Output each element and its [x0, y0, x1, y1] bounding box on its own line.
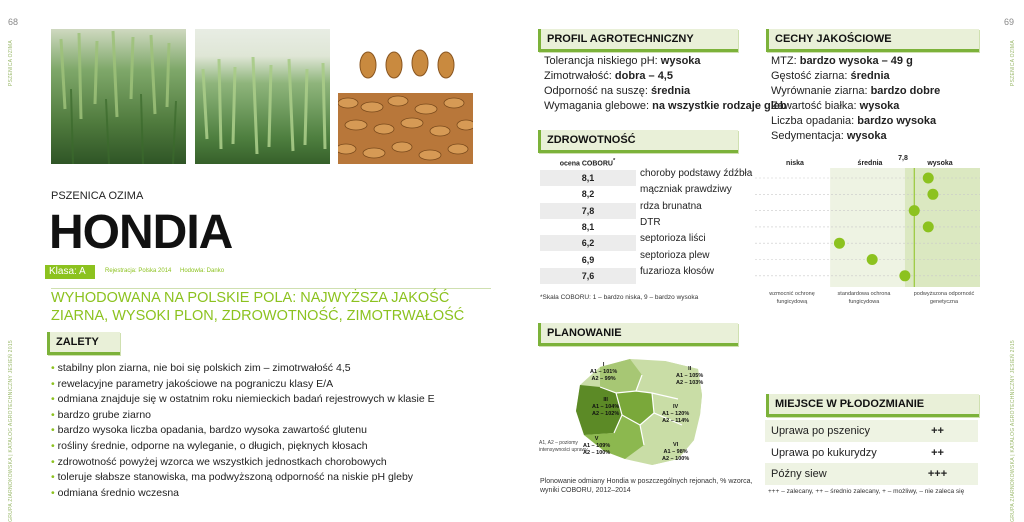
- miejsce-header: MIEJSCE W PŁODOZMIANIE: [766, 394, 979, 417]
- cechy-line-value: bardzo wysoka: [857, 115, 937, 127]
- map-region-text: A2 – 102%: [592, 411, 620, 417]
- zalety-item: [51, 407, 151, 423]
- cechy-line-key: Wyrównanie ziarna:: [771, 85, 871, 97]
- page-number-right: 69: [1004, 17, 1015, 27]
- planowanie-header: PLANOWANIE: [538, 323, 738, 346]
- map-region-text: V: [594, 436, 599, 442]
- disease-label: septorioza liści: [640, 233, 706, 245]
- zalety-item: [51, 391, 435, 407]
- bullet-icon: •: [51, 440, 55, 452]
- crop-rotation-label: Uprawa po pszenicy: [771, 425, 871, 437]
- map-region-text: A2 – 99%: [591, 376, 616, 382]
- map-region-text: IV: [673, 404, 679, 410]
- scale-head-high: wysoka: [927, 160, 953, 167]
- crop-rotation-row: [765, 442, 978, 464]
- coboru-footnote: *Skala COBORU: 1 – bardzo niska, 9 – bardzo wysoka: [540, 294, 699, 301]
- cechy-header: CECHY JAKOŚCIOWE: [766, 29, 979, 52]
- breeder-text: Hodowla: Danko: [180, 268, 225, 274]
- zalety-item-text: bardzo wysoka liczba opadania, bardzo wysoka zawartość glutenu: [57, 424, 367, 437]
- zone-high-caption: podwyższona odporność genetyczna: [913, 291, 975, 305]
- zalety-item: [51, 438, 368, 454]
- wheat-field-photo-2: [195, 29, 330, 164]
- health-data-point: [899, 270, 910, 281]
- health-data-point: [867, 254, 878, 265]
- map-region-label: [662, 404, 689, 425]
- wheat-field-photo-1: [51, 29, 186, 164]
- zalety-item: [51, 360, 351, 376]
- profil-line: [544, 98, 787, 114]
- map-region-text: A2 – 100%: [662, 456, 690, 462]
- map-region-text: A2 – 100%: [583, 450, 611, 456]
- map-region-label: [592, 397, 619, 418]
- zalety-item: [51, 454, 387, 470]
- cechy-line-key: Sedymentacja:: [771, 130, 847, 142]
- disease-label: fuzarioza kłosów: [640, 265, 714, 277]
- disease-label: rdza brunatna: [640, 200, 702, 212]
- crop-rotation-row: [765, 420, 978, 442]
- bullet-icon: •: [51, 377, 55, 390]
- cechy-line: [771, 53, 913, 69]
- margin-text-bottom-left: GRUPA ZIARNOKOWSKA | KATALOG AGROTECHNICZNY JESIEŃ 2015: [8, 340, 14, 522]
- crop-rotation-legend: +++ – zalecany, ++ – średnio zalecany, + – możliwy, – nie zaleca się: [768, 488, 965, 495]
- zalety-item-text: rośliny średnie, odporne na wyleganie, o długich, pięknych kłosach: [57, 440, 368, 452]
- profil-line-key: Zimotrwałość:: [544, 70, 615, 82]
- headline-line-2: ZIARNA, WYSOKI PLON, ZDROWOTNOŚĆ, ZIMOTRWAŁOŚĆ: [51, 308, 465, 324]
- zalety-item-text: zdrowotność powyżej wzorca we wszystkich jednostkach chorobowych: [57, 455, 387, 468]
- zalety-item: [51, 376, 333, 392]
- profil-line-key: Tolerancja niskiego pH:: [544, 55, 661, 67]
- profil-header: PROFIL AGROTECHNICZNY: [538, 29, 738, 52]
- bullet-icon: •: [51, 362, 55, 374]
- zalety-item-text: stabilny plon ziarna, nie boi się polskich zim – zimotrwałość 4,5: [57, 362, 351, 374]
- coboru-column-header: ocena COBORU*: [559, 158, 616, 168]
- cechy-line: [771, 83, 940, 99]
- health-data-point: [923, 173, 934, 184]
- cechy-line-value: wysoka: [859, 100, 900, 112]
- map-region-text: A1 – 109%: [583, 443, 611, 449]
- zone-high-band: [905, 168, 980, 287]
- bullet-icon: •: [51, 486, 55, 499]
- cechy-line-key: MTZ:: [771, 55, 800, 67]
- bullet-icon: •: [51, 471, 55, 484]
- profil-line: [544, 83, 690, 99]
- disease-label: septorioza plew: [640, 249, 710, 261]
- map-region-text: A1 – 104%: [592, 404, 620, 410]
- crop-rotation-label: Uprawa po kukurydzy: [771, 446, 877, 459]
- zone-low-caption: wzmocnić ochronę fungicydową: [769, 291, 815, 305]
- class-badge: Klasa: A: [45, 265, 95, 279]
- zone-mid-caption: standardowa ochrona fungicydowa: [837, 291, 891, 305]
- zdrowotnosc-header: ZDROWOTNOŚĆ: [538, 130, 738, 153]
- registration-text: Rejestracja: Polska 2014: [105, 268, 172, 274]
- coboru-score: 7,8: [540, 203, 636, 219]
- disease-label: choroby podstawy źdźbła: [640, 168, 753, 179]
- crop-rotation-rating: ++: [931, 446, 944, 459]
- zalety-item-text: rewelacyjne parametry jakościowe na pograniczu klasy E/A: [57, 377, 334, 390]
- coboru-score: 6,2: [540, 235, 636, 251]
- zone-mid-band: [830, 168, 905, 287]
- profil-line-value: dobra – 4,5: [614, 70, 673, 82]
- bullet-icon: •: [51, 424, 55, 437]
- coboru-score: 8,2: [540, 186, 636, 202]
- health-chart: [755, 168, 980, 287]
- map-region-text: III: [603, 397, 608, 403]
- disease-label: mączniak prawdziwy: [640, 184, 732, 196]
- map-region-text: A2 – 103%: [676, 380, 704, 386]
- margin-text-top-left: PSZENICA OZIMA: [8, 40, 14, 87]
- headline-line-1: WYHODOWANA NA POLSKIE POLA: NAJWYŻSZA JAKOŚĆ: [51, 290, 450, 306]
- map-region-label: [590, 362, 617, 383]
- map-region-label: [662, 442, 689, 463]
- cechy-line-key: Gęstość ziarna:: [771, 70, 851, 82]
- profil-line: [544, 68, 673, 84]
- cechy-line: [771, 68, 890, 84]
- disease-label: DTR: [640, 216, 661, 228]
- cechy-line-value: bardzo dobre: [870, 85, 941, 97]
- map-region-text: II: [688, 366, 692, 372]
- zalety-item-text: odmiana znajduje się w ostatnim roku niemieckich badań rejestrowych w klasie E: [57, 393, 435, 406]
- scale-head-low: niska: [786, 160, 804, 167]
- coboru-score: 8,1: [540, 219, 636, 235]
- crop-rotation-label: Późny siew: [771, 468, 827, 480]
- page-number-left: 68: [8, 17, 19, 27]
- crop-rotation-row: [765, 463, 978, 485]
- bullet-icon: •: [51, 455, 55, 468]
- crop-rotation-rating: ++: [931, 425, 944, 437]
- map-region-text: A1 – 98%: [663, 449, 688, 455]
- map-region-text: A1 – 120%: [662, 411, 690, 417]
- zalety-item-text: toleruje słabsze stanowiska, ma podwyższoną odporność na niskie pH gleby: [57, 471, 414, 484]
- map-legend: A1, A2 – poziomy intensywności uprawy: [539, 440, 588, 453]
- cechy-line: [771, 98, 899, 114]
- map-region-text: A2 – 114%: [662, 418, 690, 424]
- cechy-line-value: średnia: [850, 70, 890, 82]
- scale-head-mid: średnia: [857, 160, 883, 167]
- cechy-line-value: wysoka: [846, 130, 887, 142]
- variety-title: HONDIA: [49, 206, 233, 259]
- health-data-point: [923, 221, 934, 232]
- map-region-text: I: [602, 362, 605, 368]
- cechy-line-key: Liczba opadania:: [771, 115, 858, 127]
- zalety-header: ZALETY: [47, 332, 120, 355]
- cechy-line-value: bardzo wysoka – 49 g: [799, 55, 913, 67]
- margin-text-bottom-right: GRUPA ZIARNOKOWSKA | KATALOG AGROTECHNICZNY JESIEŃ 2015: [1010, 340, 1016, 522]
- map-region-text: VI: [673, 442, 679, 448]
- health-data-point: [909, 205, 920, 216]
- coboru-score: 7,6: [540, 268, 636, 284]
- map-region-text: A1 – 101%: [590, 369, 618, 375]
- map-region-label: [676, 366, 703, 387]
- zalety-item: [51, 485, 179, 501]
- zalety-item-text: odmiana średnio wczesna: [57, 486, 180, 499]
- coboru-score: 8,1: [540, 170, 636, 186]
- cechy-line: [771, 128, 887, 144]
- profil-line: [544, 53, 701, 69]
- wheat-grain-photo: [338, 29, 473, 164]
- bullet-icon: •: [51, 408, 55, 421]
- bullet-icon: •: [51, 393, 55, 406]
- map-caption-1: Plonowanie odmiany Hondia w poszczególnych rejonach, % wzorca,: [540, 478, 753, 485]
- zalety-item-text: bardzo grube ziarno: [57, 408, 152, 421]
- zalety-item: [51, 422, 367, 438]
- zalety-item: [51, 469, 413, 485]
- profil-line-value: wysoka: [660, 55, 701, 67]
- margin-text-top-right: PSZENICA OZIMA: [1010, 40, 1016, 87]
- profil-line-value: na wszystkie rodzaje gleb: [652, 100, 787, 112]
- health-data-point: [834, 238, 845, 249]
- map-caption-2: wyniki COBORU, 2012–2014: [540, 487, 631, 494]
- variety-category: PSZENICA OZIMA: [51, 190, 144, 202]
- coboru-score: 6,9: [540, 252, 636, 268]
- scale-reference-value: 7,8: [898, 155, 908, 162]
- cechy-line: [771, 113, 936, 129]
- health-data-point: [927, 189, 938, 200]
- profil-line-value: średnia: [651, 85, 691, 97]
- profil-line-key: Wymagania glebowe:: [544, 100, 653, 112]
- crop-rotation-rating: +++: [927, 468, 948, 480]
- cechy-line-key: Zawartość białka:: [771, 100, 860, 112]
- map-region-text: A1 – 105%: [676, 373, 704, 379]
- profil-line-key: Odporność na suszę:: [544, 85, 652, 97]
